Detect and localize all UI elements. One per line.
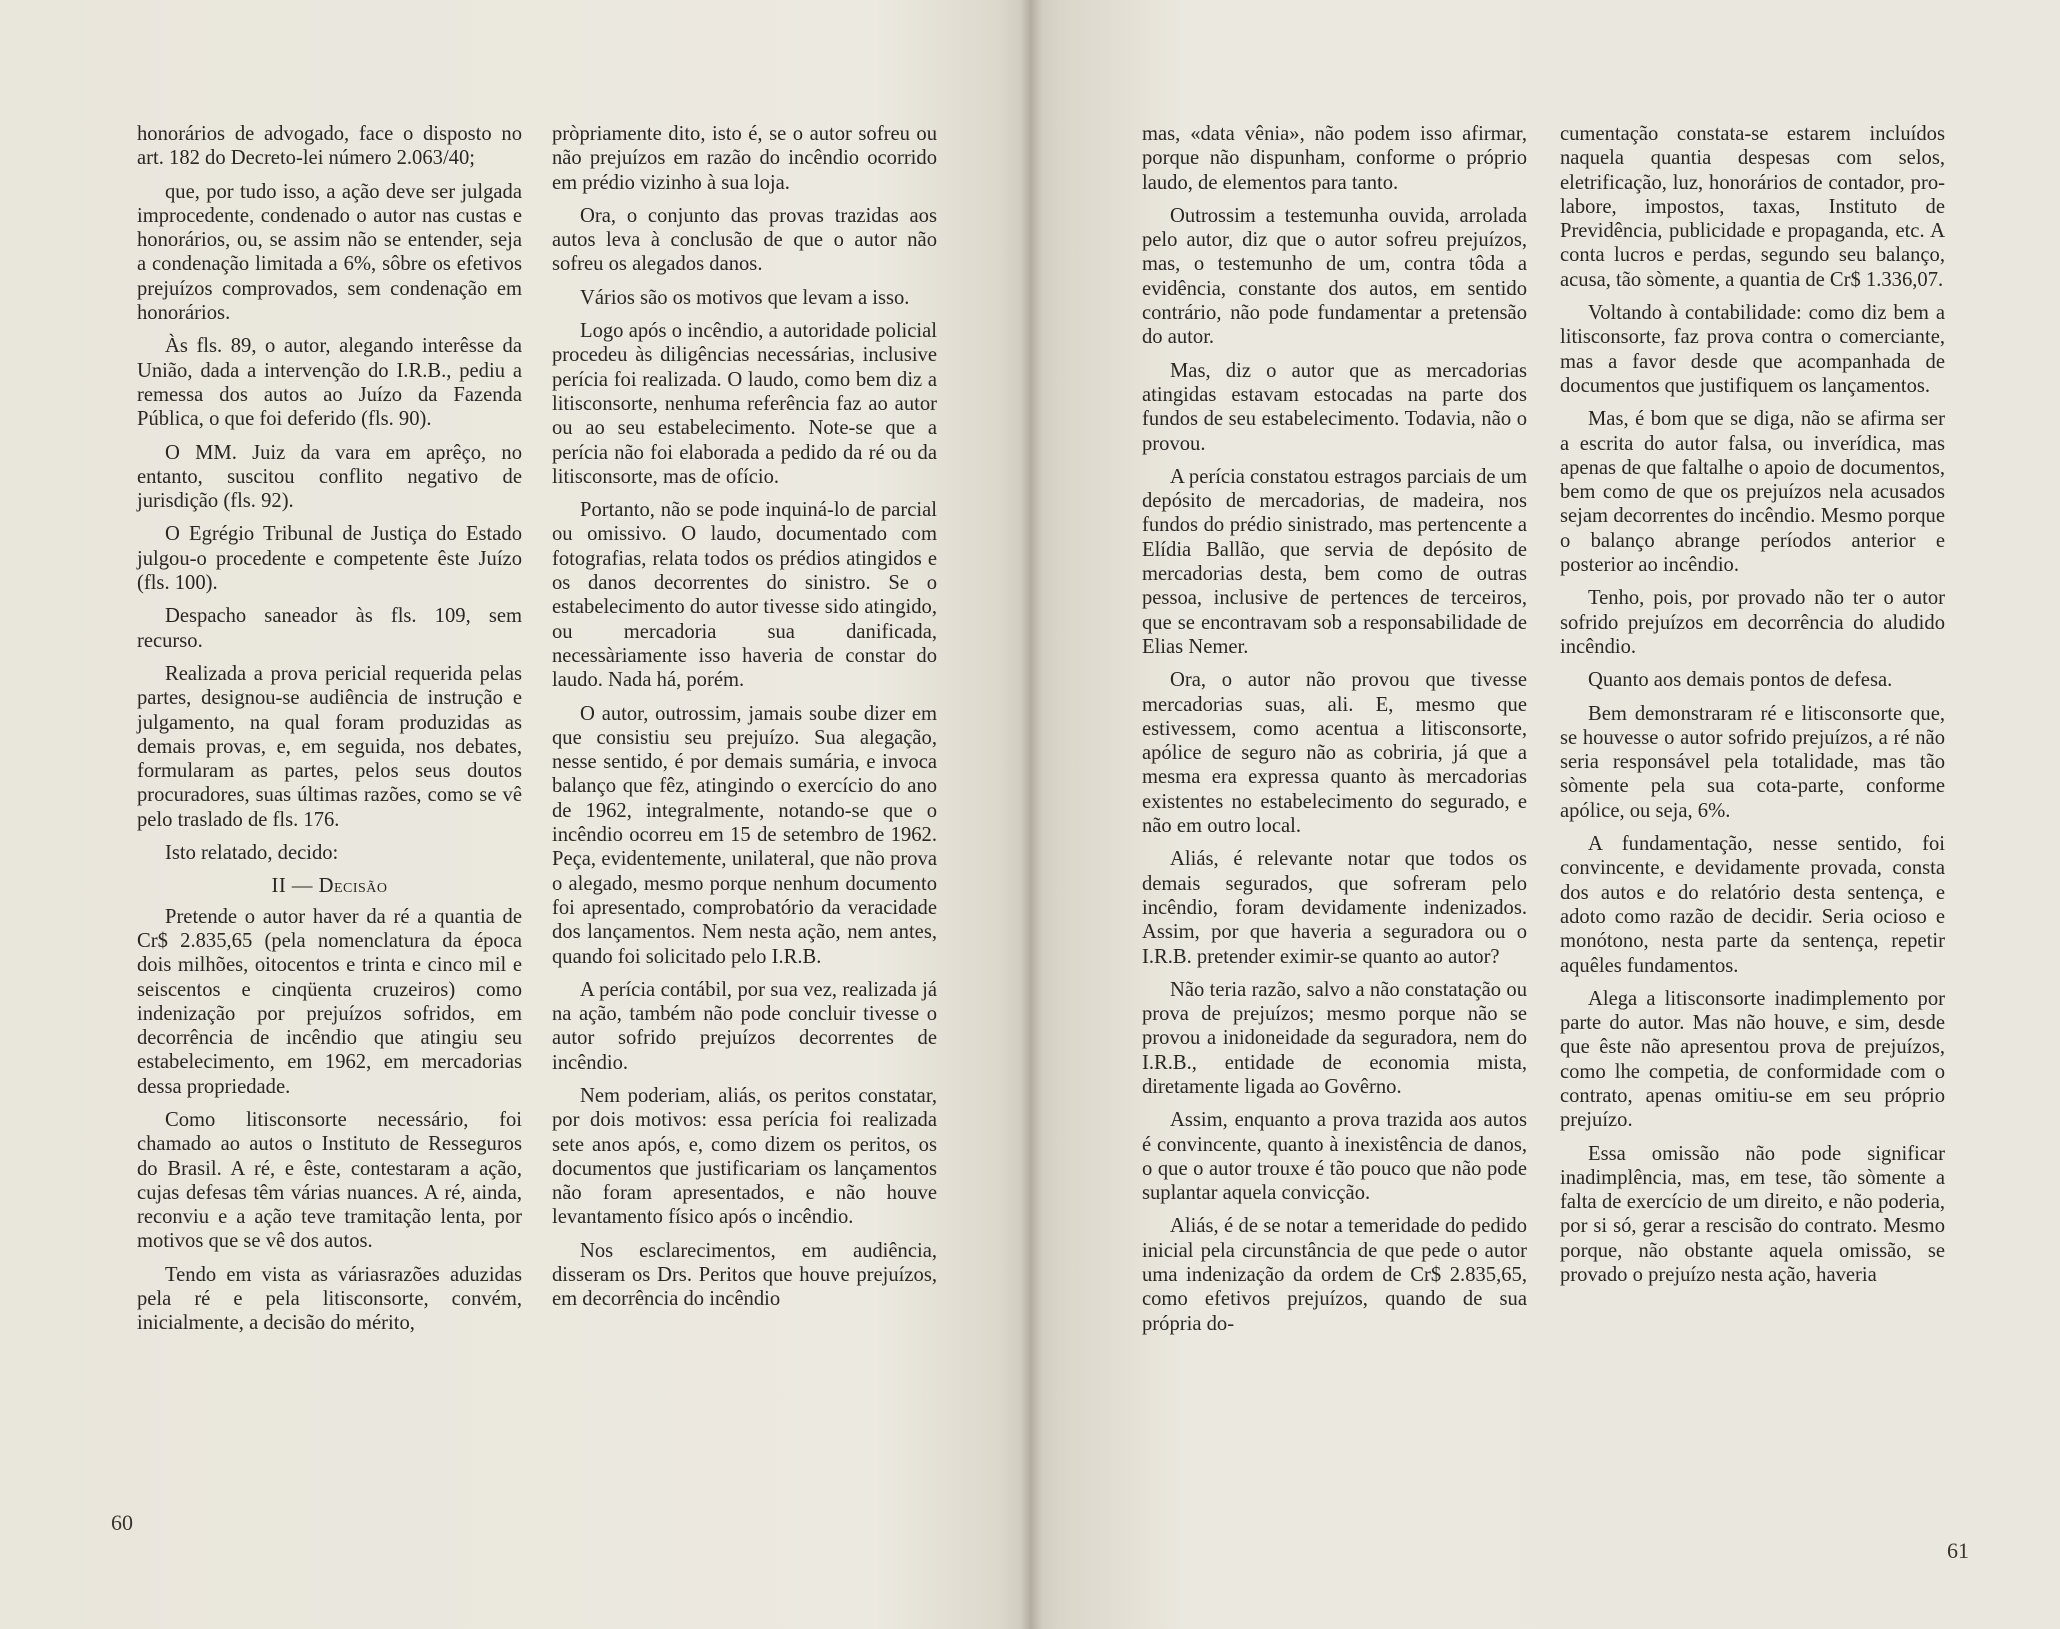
paragraph: Voltando à contabilidade: como diz bem a litisconsorte, faz prova contra o comerciante, mas a favor desde que acompanhada de documentos que justifiquem os lançamentos. xyxy=(1560,302,1945,397)
paragraph: Às fls. 89, o autor, alegando interêsse da União, dada a intervenção do I.R.B., pediu a remessa dos autos ao Juízo da Fazenda Pública, o que foi deferido (fls. 90). xyxy=(137,335,522,431)
paragraph: Aliás, é relevante notar que todos os demais segurados, que sofreram pelo incêndio, foram devidamente indenizados. Assim, por que haveria a seguradora ou o I.R.B. pretender eximir-se quanto ao autor? xyxy=(1142,848,1527,968)
page-number: 61 xyxy=(1947,1538,1969,1563)
paragraph: Ora, o autor não provou que tivesse mercadorias suas, ali. E, mesmo que estivessem, como acentua a litisconsorte, apólice de seguro não as cobriria, já que a mesma era expressa quanto às mercadorias existentes no estabelecimento do segurado, e não em outro local. xyxy=(1142,669,1527,838)
paragraph: Assim, enquanto a prova trazida aos autos é convincente, quanto à inexistência de danos, o que o autor trouxe é tão pouco que não pode suplantar aquela convicção. xyxy=(1142,1109,1527,1205)
paragraph: A fundamentação, nesse sentido, foi convincente, e devidamente provada, consta dos autos e do relatório desta sentença, e adoto como razão de decidir. Seria ocioso e monótono, nesta parte da sentença, repetir aquêles fundamentos. xyxy=(1560,833,1945,977)
paragraph: Aliás, é de se notar a temeridade do pedido inicial pela circunstância de que pede o autor uma indenização da ordem de Cr$ 2.835,65, como efetivos prejuízos, quando de sua própria do- xyxy=(1142,1215,1527,1335)
paragraph: Ora, o conjunto das provas trazidas aos autos leva à conclusão de que o autor não sofreu os alegados danos. xyxy=(552,204,937,276)
paragraph: O autor, outrossim, jamais soube dizer em que consistiu seu prejuízo. Sua alegação, nesse sentido, é por demais sumária, e invoca balanço que fêz, atingindo o exercício do ano de 1962, integralmente, notando-se que o incêndio ocorreu em 15 de setembro de 1962. Peça, evidentemente, unilateral, que não prova o alegado, mesmo porque nenhum documento foi apresentado, comprobatório da veracidade dos lançamentos. Nem nesta ação, nem antes, quando foi solicitado pelo I.R.B. xyxy=(552,702,937,968)
page-number: 60 xyxy=(111,1510,133,1535)
left-page-column-2 xyxy=(552,122,937,1321)
right-page-column-2 xyxy=(1560,122,1945,1296)
paragraph: Mas, é bom que se diga, não se afirma ser a escrita do autor falsa, ou inverídica, mas apenas de que faltalhe o apoio de documentos, bem como de que os prejuízos nela acusados sejam decorrentes do incêndio. Mesmo porque o balanço abrange períodos anterior e posterior ao incêndio. xyxy=(1560,408,1945,577)
paragraph: Vários são os motivos que levam a isso. xyxy=(580,286,910,309)
paragraph: O Egrégio Tribunal de Justiça do Estado julgou-o procedente e competente êste Juízo (fls. 100). xyxy=(137,523,522,595)
right-page-column-1 xyxy=(1142,122,1527,1345)
right-page xyxy=(1030,0,2060,1629)
paragraph: honorários de advogado, face o disposto no art. 182 do Decreto-lei número 2.063/40; xyxy=(137,123,522,170)
paragraph: A perícia constatou estragos parciais de um depósito de mercadorias, de madeira, nos fundos do prédio sinistrado, mas pertencente a Elídia Ballão, que servia de depósito de mercadorias desta, bem como de outras pessoa, inclusive de pertences de terceiros, que se encontravam sob a responsabilidade de Elias Nemer. xyxy=(1142,465,1527,658)
paragraph: Tendo em vista as váriasrazões aduzidas pela ré e pela litisconsorte, convém, inicialmente, a decisão do mérito, xyxy=(137,1263,522,1335)
paragraph: A perícia contábil, por sua vez, realizada já na ação, também não pode concluir tivesse o autor sofrido prejuízos decorrentes de incêndio. xyxy=(552,978,937,1074)
paragraph: Mas, diz o autor que as mercadorias atingidas estavam estocadas na parte dos fundos de seu estabelecimento. Todavia, não o provou. xyxy=(1142,359,1527,455)
paragraph: Quanto aos demais pontos de defesa. xyxy=(1588,669,1893,692)
paragraph: Logo após o incêndio, a autoridade policial procedeu às diligências necessárias, inclusive perícia foi realizada. O laudo, como bem diz a litisconsorte, nenhuma referência faz ao autor ou ao seu estabelecimento. Note-se que a perícia não foi elaborada a pedido da ré ou da litisconsorte, mas de ofício. xyxy=(552,320,937,488)
paragraph: Nem poderiam, aliás, os peritos constatar, por dois motivos: essa perícia foi realizada sete anos após, e, como dizem os peritos, os documentos que justificariam os lançamentos não foram apresentados, e não houve levantamento físico após o incêndio. xyxy=(552,1084,937,1229)
paragraph: Despacho saneador às fls. 109, sem recurso. xyxy=(137,605,522,652)
paragraph: Não teria razão, salvo a não constatação ou prova de prejuízos; mesmo porque não se provou a inidoneidade da seguradora, nem do I.R.B., entidade de economia mista, diretamente ligada ao Govêrno. xyxy=(1142,978,1527,1098)
paragraph: Como litisconsorte necessário, foi chamado ao autos o Instituto de Resseguros do Brasil. A ré, e êste, contestaram a ação, cujas defesas têm várias nuances. A ré, ainda, reconviu e a ação teve tramitação lenta, por motivos que se vê dos autos. xyxy=(137,1108,522,1253)
paragraph: pròpriamente dito, isto é, se o autor sofreu ou não prejuízos em razão do incêndio ocorrido em prédio vizinho à sua loja. xyxy=(552,123,937,194)
paragraph: Isto relatado, decido: xyxy=(165,842,339,865)
paragraph: Essa omissão não pode significar inadimplência, mas, em tese, tão sòmente a falta de exercício de um direito, e não poderia, por si só, gerar a rescisão do contrato. Mesmo porque, não obstante aquela omissão, se provado o prejuízo nesta ação, haveria xyxy=(1560,1142,1945,1287)
paragraph: Bem demonstraram ré e litisconsorte que, se houvesse o autor sofrido prejuízos, a ré não seria responsável pela totalidade, mas tão sòmente pela sua cota-parte, conforme apólice, ou seja, 6%. xyxy=(1560,702,1945,822)
left-page-column-1 xyxy=(137,122,522,1345)
book-gutter xyxy=(1020,0,1042,1629)
paragraph: mas, «data vênia», não podem isso afirmar, porque não dispunham, conforme o próprio laudo, de elementos para tanto. xyxy=(1142,123,1527,194)
section-heading-word: Decisão xyxy=(318,875,388,898)
paragraph: Alega a litisconsorte inadimplemento por parte do autor. Mas não houve, e sim, desde que êste não apresentou prova de prejuízos, como lhe competia, de conformidade com o contrato, apenas omitiu-se em seu próprio prejuízo. xyxy=(1560,987,1945,1132)
paragraph: O MM. Juiz da vara em aprêço, no entanto, suscitou conflito negativo de jurisdição (fls. 92). xyxy=(137,441,522,513)
paragraph: Tenho, pois, por provado não ter o autor sofrido prejuízos em decorrência do aludido incêndio. xyxy=(1560,587,1945,658)
paragraph: cumentação constata-se estarem incluídos naquela quantia despesas com selos, eletrificação, luz, honorários de contador, pro-labore, impostos, taxas, Instituto de Previdência, publicidade e propaganda, etc. A conta lucros e perdas, segundo seu balanço, acusa, tão sòmente, a quantia de Cr$ 1.336,07. xyxy=(1560,123,1945,291)
paragraph: que, por tudo isso, a ação deve ser julgada improcedente, condenado o autor nas custas e honorários, ou, se assim não se entender, seja a condenação limitada a 6%, sôbre os efetivos prejuízos comprovados, sem condenação em honorários. xyxy=(137,180,522,325)
paragraph: Portanto, não se pode inquiná-lo de parcial ou omissivo. O laudo, documentado com fotografias, relata todos os prédios atingidos e os danos decorrentes do sinistro. Se o estabelecimento do autor tivesse sido atingido, ou mercadoria sua danificada, necessàriamente isso haveria de constar do laudo. Nada há, porém. xyxy=(552,499,937,692)
paragraph: Realizada a prova pericial requerida pelas partes, designou-se audiência de instrução e julgamento, na qual foram produzidas as demais provas, e, em seguida, nos debates, formularam as partes, pelos seus doutos procuradores, suas últimas razões, como se vê pelo traslado de fls. 176. xyxy=(137,662,522,831)
paragraph: Nos esclarecimentos, em audiência, disseram os Drs. Peritos que houve prejuízos, em decorrência do incêndio xyxy=(552,1239,937,1311)
paragraph: Outrossim a testemunha ouvida, arrolada pelo autor, diz que o autor sofreu prejuízos, mas, o testemunho de um, contra tôda a evidência, constante dos autos, em sentido contrário, não pode fundamentar a pretensão do autor. xyxy=(1142,204,1527,349)
section-heading xyxy=(137,874,522,898)
section-heading-number: II — xyxy=(271,875,319,898)
paragraph: Pretende o autor haver da ré a quantia de Cr$ 2.835,65 (pela nomenclatura da época dois milhões, oitocentos e trinta e cinco mil e seiscentos e cinqüenta cruzeiros) como indenização por prejuízos sofridos, em decorrência de incêndio que atingiu seu estabelecimento, em 1962, em mercadorias dessa propriedade. xyxy=(137,905,522,1098)
